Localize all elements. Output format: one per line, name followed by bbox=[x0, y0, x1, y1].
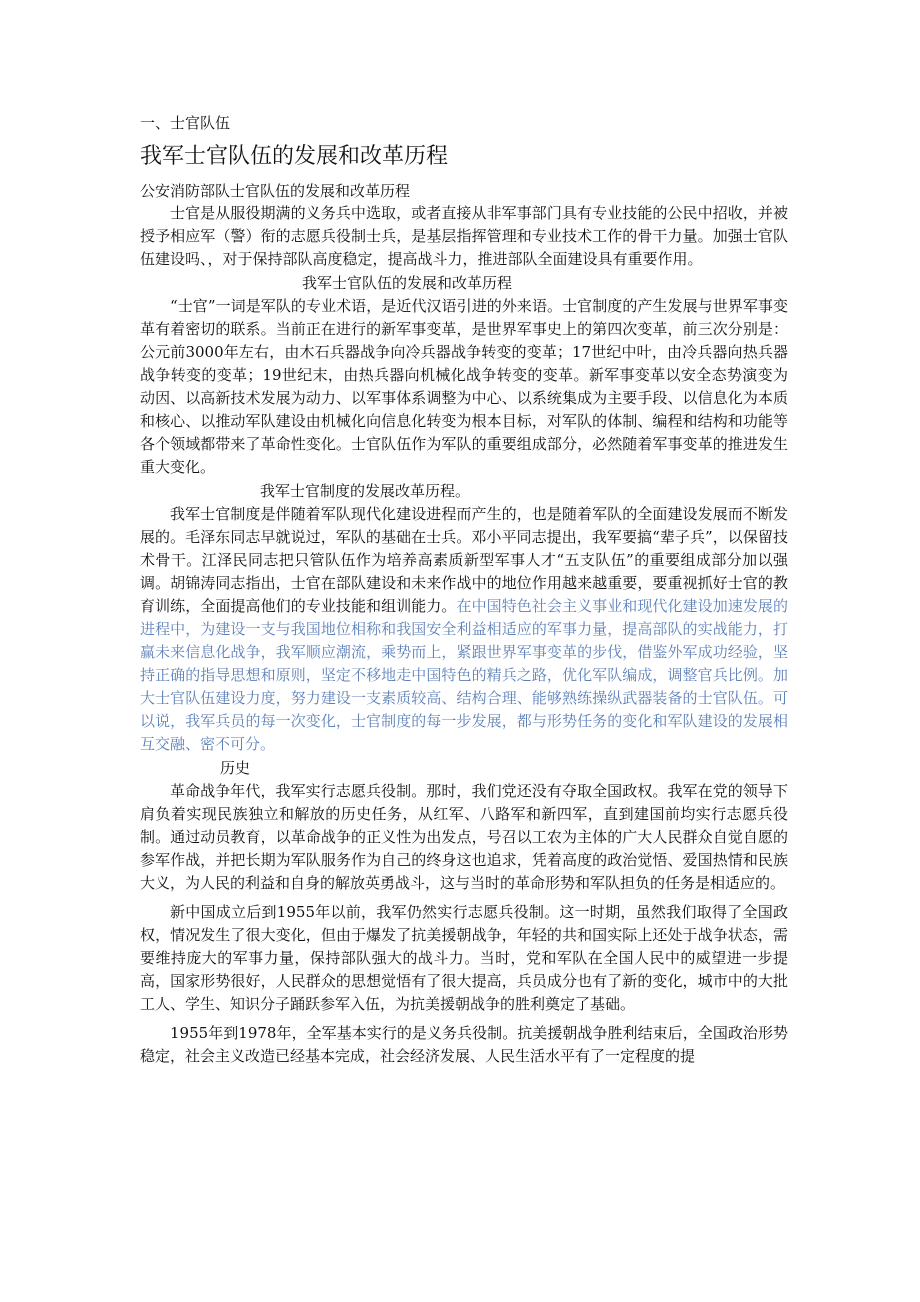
section-label: 一、士官队伍 bbox=[140, 114, 231, 132]
paragraph-1955: 新中国成立后到1955年以前，我军仍然实行志愿兵役制。这一时期，虽然我们取得了全国政权，情况发生了很大变化，但由于爆发了抗美援朝战争，年轻的共和国实际上还处于战争状态，需要维持庞大的军事力量，保持部队强大的战斗力。当时，党和军队在全国人民中的威望进一步提高，国家形势很好，人民群众的思想觉悟有了很大提高，兵员成分也有了新的变化，城市中的大批工人、学生、知识分子踊跃参军入伍，为抗美援朝战争的胜利奠定了基础。 bbox=[140, 903, 788, 1013]
page-title: 我军士官队伍的发展和改革历程 bbox=[140, 144, 449, 169]
document-page bbox=[140, 112, 788, 1068]
section-heading-reform: 我军士官制度的发展改革历程。 bbox=[260, 482, 471, 500]
paragraph-term-origin: “士官”一词是军队的专业术语，是近代汉语引进的外来语。士官制度的产生发展与世界军事变革有着密切的联系。当前正在进行的新军事变革，是世界军事史上的第四次变革，前三次分别是：公元前3000年左右，由木石兵器战争向冷兵器战争转变的变革；17世纪中叶，由冷兵器向热兵器战争转变的变革；19世纪末，由热兵器向机械化战争转变的变革。新军事变革以安全态势演变为动因、以高新技术发展为动力、以军事体系调整为中心、以系统集成为主要手段、以信息化为本质和核心、以推动军队建设由机械化向信息化转变为根本目标，对军队的体制、编程和结构和功能等各个领域都带来了革命性变化。士官队伍作为军队的重要组成部分，必然随着军事变革的推进发生重大变化。 bbox=[140, 297, 788, 476]
subtitle: 公安消防部队士官队伍的发展和改革历程 bbox=[140, 182, 411, 200]
section-heading-history: 历史 bbox=[220, 759, 251, 777]
paragraph-reform-text: 我军士官制度是伴随着军队现代化建设进程而产生的，也是随着军队的全面建设发展而不断发展的。毛泽东同志早就说过，军队的基础在士兵。邓小平同志提出，我军要搞“辈子兵”，以保留技术骨干。江泽民同志把只管队伍作为培养高素质新型军事人才“五支队伍”的重要组成部分加以强调。胡锦涛同志指出，士官在部队建设和未来作战中的地位作用越来越重要，要重视抓好士官的教育训练，全面提高他们的专业技能和组训能力。 bbox=[140, 505, 788, 615]
paragraph-reform-highlighted: 在中国特色社会主义事业和现代化建设加速发展的进程中，为建设一支与我国地位相称和我国安全利益相适应的军事力量，提高部队的实战能力，打赢未来信息化战争，我军顺应潮流，乘势而上，紧跟世界军事变革的步伐，借鉴外军成功经验，坚持正确的指导思想和原则，坚定不移地走中国特色的精兵之路，优化军队编成，调整官兵比例。加大士官队伍建设力度，努力建设一支素质较高、结构合理、能够熟练操纵武器装备的士官队伍。可以说，我军兵员的每一次变化，士官制度的每一步发展，都与形势任务的变化和军队建设的发展相互交融、密不可分。 bbox=[140, 597, 788, 753]
paragraph-reform bbox=[140, 503, 788, 756]
paragraph-revolutionary-era: 革命战争年代，我军实行志愿兵役制。那时，我们党还没有夺取全国政权。我军在党的领导下肩负着实现民族独立和解放的历史任务，从红军、八路军和新四军，直到建国前均实行志愿兵役制。通过动员教育，以革命战争的正义性为出发点，号召以工农为主体的广大人民群众自觉自愿的参军作战，并把长期为军队服务作为自己的终身这也追求，凭着高度的政治觉悟、爱国热情和民族大义，为人民的利益和自身的解放英勇战斗，这与当时的革命形势和军队担负的任务是相适应的。 bbox=[140, 782, 788, 892]
section-heading-development: 我军士官队伍的发展和改革历程 bbox=[302, 274, 513, 292]
intro-paragraph: 士官是从服役期满的义务兵中选取，或者直接从非军事部门具有专业技能的公民中招收，并被授予相应军（警）衔的志愿兵役制士兵，是基层指挥管理和专业技术工作的骨干力量。加强士官队伍建设吗、，对于保持部队高度稳定，提高战斗力，推进部队全面建设具有重要作用。 bbox=[140, 204, 788, 268]
paragraph-1978: 1955年到1978年，全军基本实行的是义务兵役制。抗美援朝战争胜利结束后，全国政治形势稳定，社会主义改造已经基本完成，社会经济发展、人民生活水平有了一定程度的提 bbox=[140, 1024, 788, 1065]
